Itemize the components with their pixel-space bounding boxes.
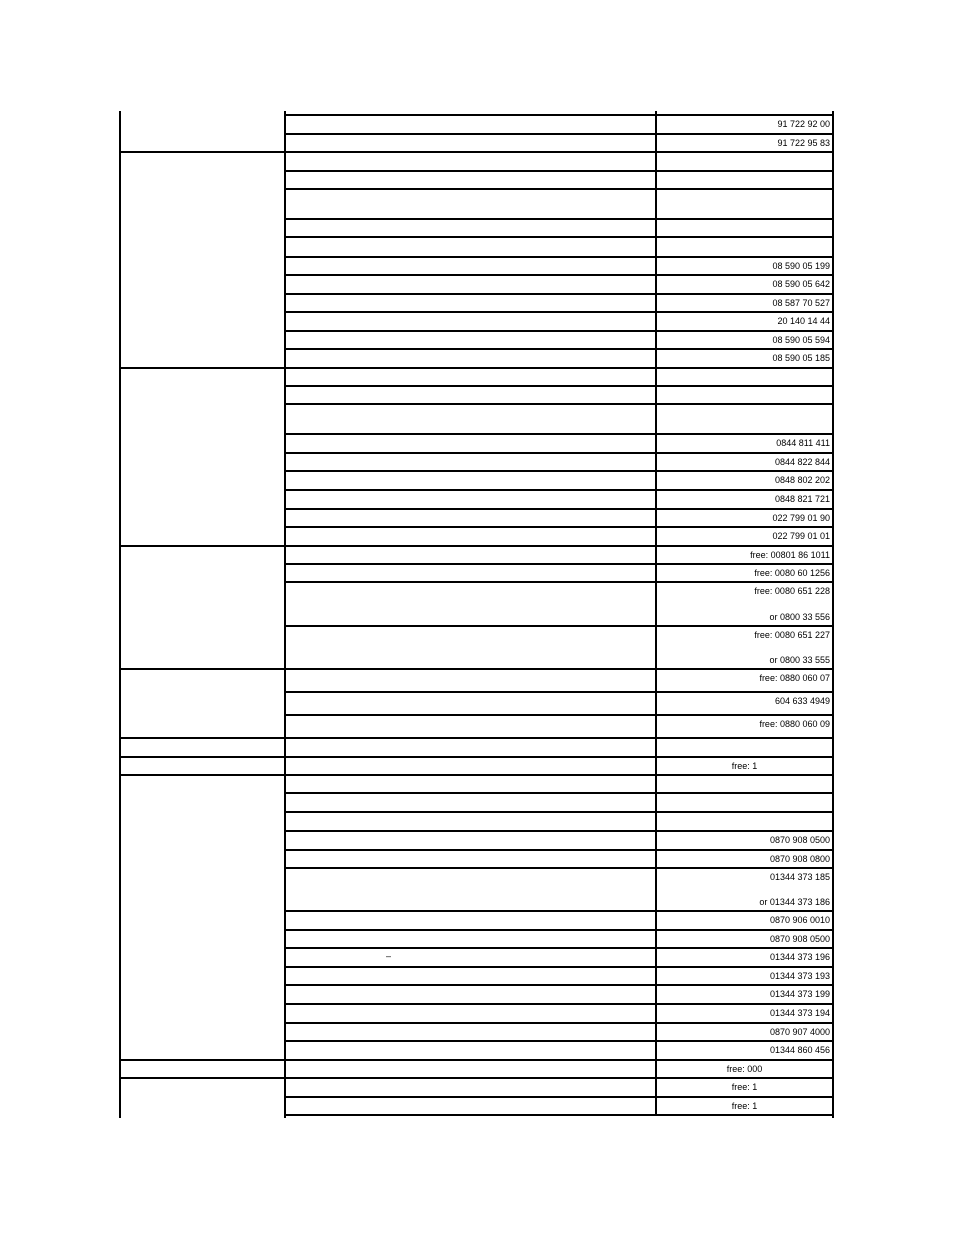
phone-number: 022 799 01 01 — [772, 531, 830, 541]
phone-number: free: 1 — [731, 1082, 758, 1092]
row-divider — [284, 508, 834, 510]
group-divider — [119, 1077, 834, 1079]
row-divider — [284, 293, 834, 295]
phone-number: 01344 373 194 — [769, 1008, 830, 1018]
phone-number: free: 0080 651 227 — [754, 630, 830, 640]
phone-number: 08 590 05 185 — [772, 353, 830, 363]
row-divider — [284, 1096, 834, 1098]
phone-number: 08 587 70 527 — [772, 298, 830, 308]
row-divider — [284, 714, 834, 716]
row-divider — [284, 311, 834, 313]
group-divider — [119, 151, 834, 153]
row-divider — [284, 385, 834, 387]
row-divider — [284, 625, 834, 627]
phone-number: 01344 373 196 — [769, 952, 830, 962]
phone-number: 91 722 95 83 — [777, 138, 830, 148]
phone-number: 01344 373 185 — [769, 872, 830, 882]
row-divider — [284, 470, 834, 472]
phone-number: 0870 908 0500 — [769, 835, 830, 845]
phone-number: free: 1 — [731, 1101, 758, 1111]
group-divider — [119, 668, 834, 670]
phone-number: free: 1 — [731, 761, 758, 771]
row-divider — [284, 330, 834, 332]
row-divider — [284, 691, 834, 693]
row-divider — [284, 452, 834, 454]
phone-number: 08 590 05 642 — [772, 279, 830, 289]
phone-number: 0844 822 844 — [774, 457, 830, 467]
row-divider — [284, 526, 834, 528]
row-divider — [284, 966, 834, 968]
row-divider — [284, 929, 834, 931]
phone-number: free: 0080 60 1256 — [754, 568, 830, 578]
group-divider — [119, 737, 834, 739]
row-divider — [284, 1022, 834, 1024]
phone-number: 0870 908 0800 — [769, 854, 830, 864]
row-divider — [284, 984, 834, 986]
phone-number-alt: or 0800 33 556 — [769, 612, 830, 622]
row-divider — [284, 170, 834, 172]
group-divider — [119, 545, 834, 547]
row-divider — [284, 830, 834, 832]
phone-number-alt: or 01344 373 186 — [759, 897, 830, 907]
phone-number: 91 722 92 00 — [777, 119, 830, 129]
row-divider — [284, 489, 834, 491]
row-divider — [284, 188, 834, 190]
phone-number: 022 799 01 90 — [772, 513, 830, 523]
phone-number: 01344 860 456 — [769, 1045, 830, 1055]
phone-number: 0870 908 0500 — [769, 934, 830, 944]
row-divider — [284, 256, 834, 258]
row-divider — [284, 910, 834, 912]
phone-number: 08 590 05 594 — [772, 335, 830, 345]
phone-number: 604 633 4949 — [774, 696, 830, 706]
group-divider — [119, 367, 834, 369]
row-divider — [284, 849, 834, 851]
phone-number: 0844 811 411 — [776, 438, 830, 448]
phone-number-alt: or 0800 33 555 — [769, 655, 830, 665]
phone-number: 08 590 05 199 — [772, 261, 830, 271]
row-divider — [284, 1114, 834, 1116]
phone-number: free: 0080 651 228 — [754, 586, 830, 596]
phone-number: 0848 802 202 — [774, 475, 830, 485]
row-divider — [284, 403, 834, 405]
group-divider — [119, 774, 834, 776]
row-divider — [284, 218, 834, 220]
row-divider — [284, 947, 834, 949]
row-divider — [284, 433, 834, 435]
row-divider — [284, 581, 834, 583]
row-divider — [284, 133, 834, 135]
phone-number: 01344 373 199 — [769, 989, 830, 999]
row-divider — [284, 811, 834, 813]
group-divider — [119, 1059, 834, 1061]
phone-number: free: 0880 060 07 — [759, 673, 830, 683]
phone-number: 0870 906 0010 — [769, 915, 830, 925]
row-divider — [284, 867, 834, 869]
phone-number: free: 000 — [726, 1064, 763, 1074]
phone-number: 01344 373 193 — [769, 971, 830, 981]
group-divider — [119, 756, 834, 758]
row-divider — [284, 274, 834, 276]
phone-number: 0848 821 721 — [774, 494, 830, 504]
row-divider — [284, 348, 834, 350]
description-text: – — [386, 951, 392, 961]
row-divider — [284, 236, 834, 238]
phone-number: free: 0880 060 09 — [759, 719, 830, 729]
row-divider — [284, 1003, 834, 1005]
phone-number: 0870 907 4000 — [769, 1027, 830, 1037]
row-divider — [284, 792, 834, 794]
row-divider — [284, 1040, 834, 1042]
row-divider — [284, 114, 834, 116]
phone-number: 20 140 14 44 — [777, 316, 830, 326]
row-divider — [284, 563, 834, 565]
column-line-left — [119, 111, 121, 1118]
phone-number: free: 00801 86 1011 — [750, 550, 830, 560]
